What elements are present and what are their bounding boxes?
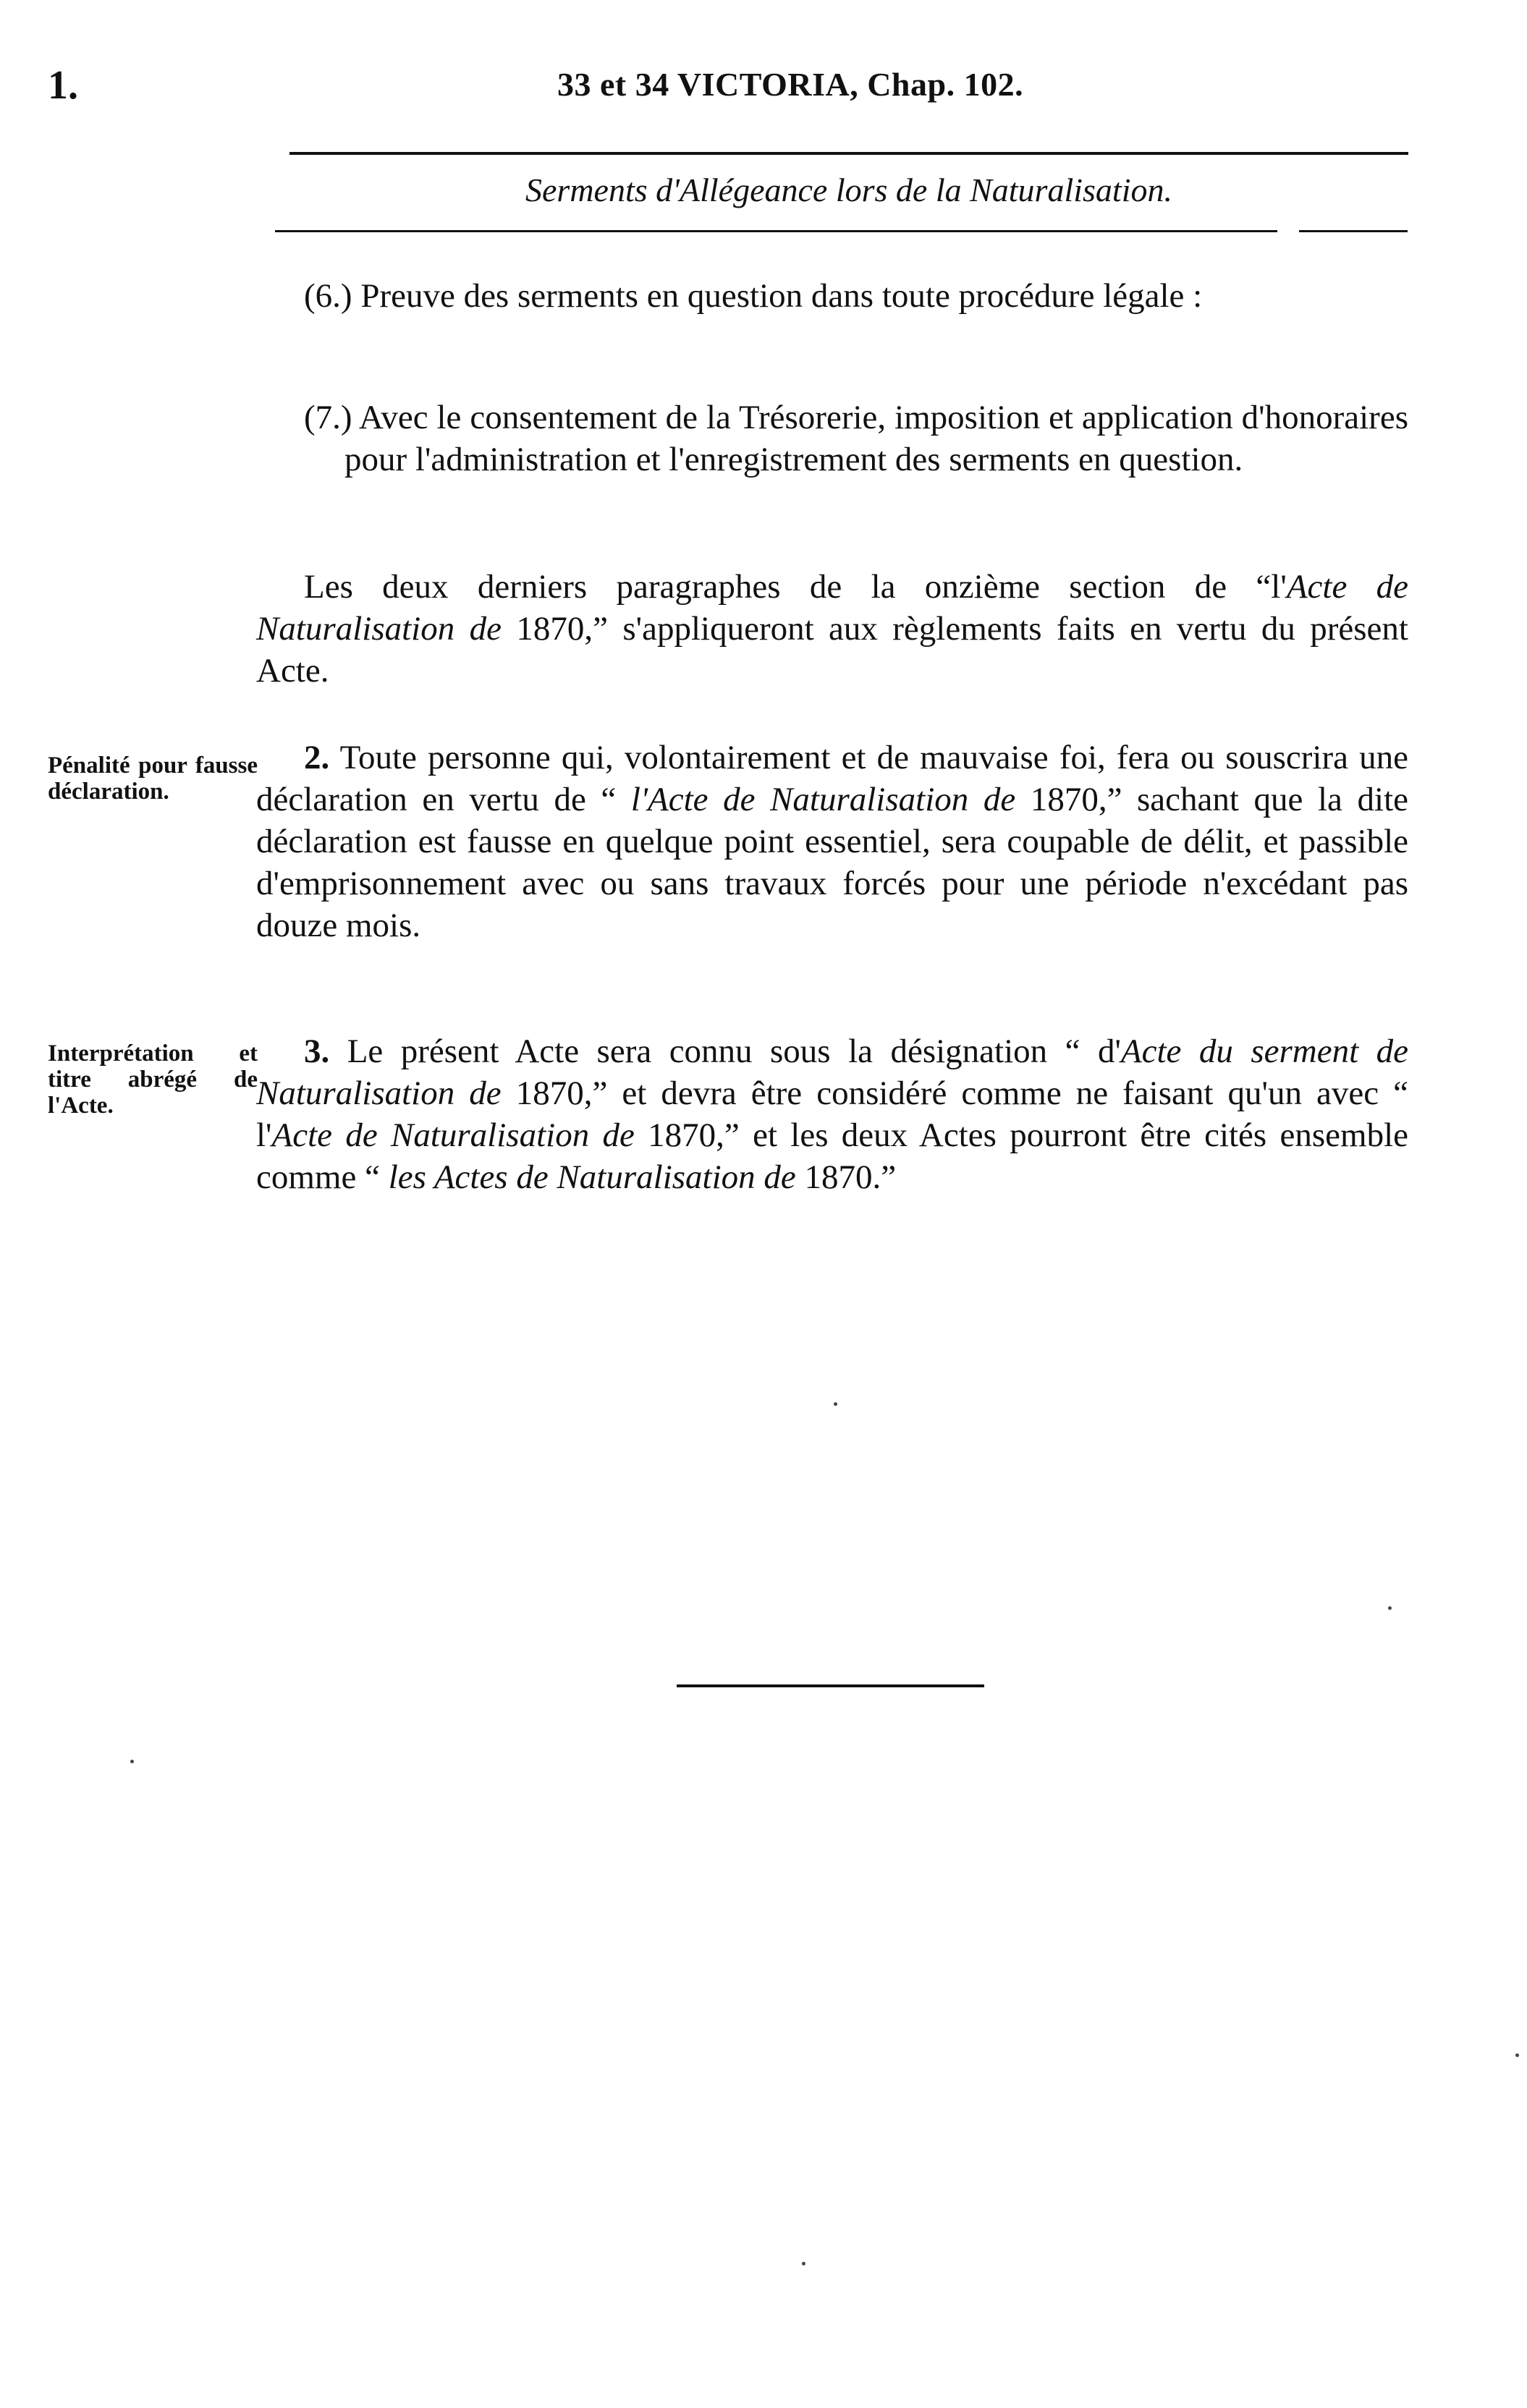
- item-text: Preuve des serments en question dans toute procédure légale :: [360, 277, 1203, 315]
- section-number: 3.: [304, 1033, 330, 1070]
- section-italic: Acte du serment de Naturalisation de: [256, 1033, 1408, 1112]
- schedule-item-6: [304, 275, 1408, 317]
- margin-note-section-3: Interprétation et titre abrégé de l'Acte.: [48, 1040, 258, 1119]
- section-text: Le présent Acte sera connu sous la désignation “ d': [329, 1033, 1121, 1070]
- section-italic: Acte de Naturalisation de: [271, 1116, 635, 1154]
- end-rule: [677, 1684, 984, 1687]
- closing-paragraph: [256, 566, 1408, 692]
- section-title: Serments d'Allégeance lors de la Naturalisation.: [525, 171, 1172, 208]
- item-number: (6.): [304, 277, 352, 315]
- scan-speck: [802, 2262, 805, 2265]
- header-rule-bottom-short: [1299, 230, 1408, 232]
- section-text: Toute personne qui, volontairement et de mauvaise foi, fera ou souscrira une déclaration en vertu de “: [256, 739, 1408, 818]
- scan-speck: [1388, 1606, 1392, 1610]
- scan-speck: [834, 1402, 837, 1406]
- section-text: 1870,” et les deux Actes pourront être cités ensemble comme “: [256, 1116, 1408, 1196]
- scan-speck: [130, 1760, 134, 1763]
- schedule-item-7: [304, 397, 1408, 480]
- section-italic: les Actes de Naturalisation de: [388, 1158, 796, 1196]
- closing-text-italic: Acte de Naturalisation de: [256, 568, 1408, 648]
- section-text: 1870,” sachant que la dite déclaration est fausse en quelque point essentiel, sera coupable de délit, et passible d'emprisonnement avec ou sans travaux forcés pour une période n'excédant pas douze mois.: [256, 781, 1408, 944]
- section-text: 1870.”: [795, 1158, 897, 1196]
- header-rule-bottom: [275, 230, 1277, 232]
- section-2: [256, 737, 1408, 946]
- section-number: 2.: [304, 739, 330, 776]
- closing-text-post: 1870,” s'appliqueront aux règlements faits en vertu du présent Acte.: [256, 610, 1408, 690]
- item-number: (7.): [304, 399, 352, 436]
- margin-note-section-2: Pénalité pour fausse déclaration.: [48, 752, 258, 805]
- section-3: [256, 1030, 1408, 1198]
- scan-speck: [1515, 2053, 1519, 2057]
- closing-text-pre: Les deux derniers paragraphes de la onzième section de “l': [304, 568, 1287, 606]
- running-head: 33 et 34 VICTORIA, Chap. 102.: [557, 66, 1024, 103]
- page-number: 1.: [48, 63, 78, 108]
- header-rule-top: [289, 152, 1408, 155]
- item-text: Avec le consentement de la Trésorerie, imposition et application d'honoraires pour l'administration et l'enregistrement des serments en question.: [344, 399, 1408, 478]
- section-italic: l'Acte de Naturalisation de: [630, 781, 1016, 818]
- section-text: 1870,” et devra être considéré comme ne faisant qu'un avec “ l': [256, 1074, 1408, 1154]
